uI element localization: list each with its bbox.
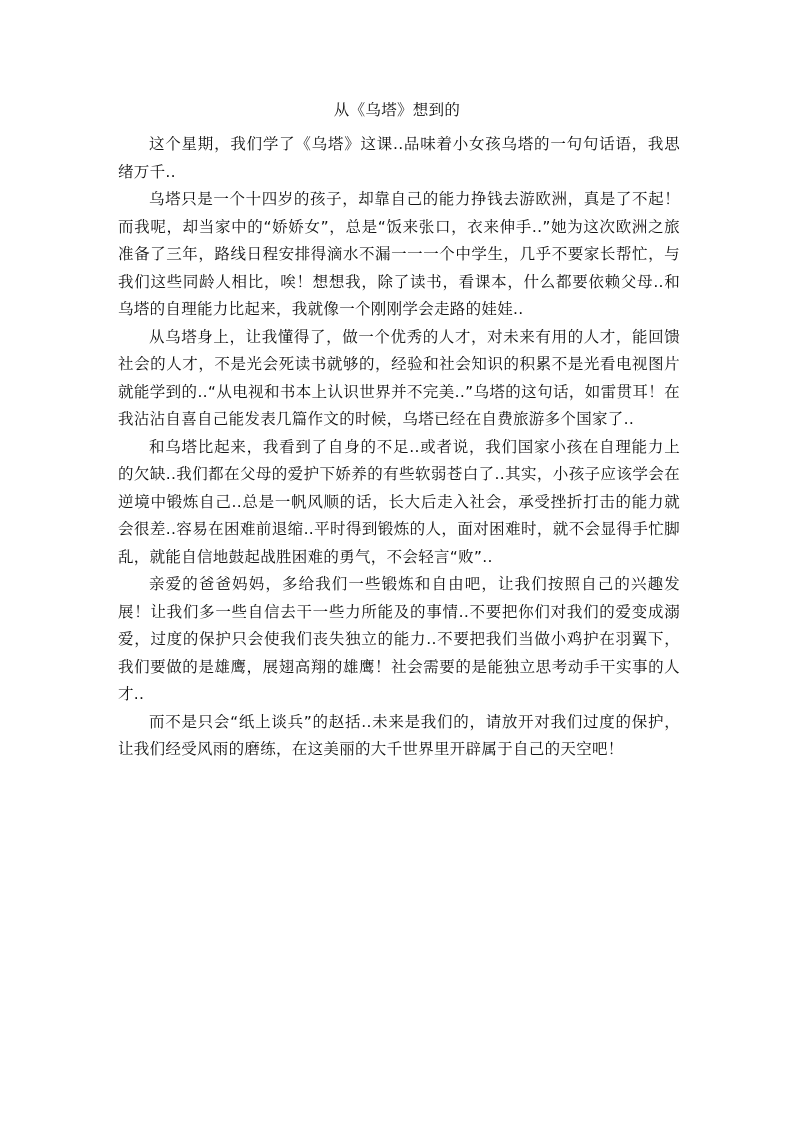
paragraph-5: 亲爱的爸爸妈妈，多给我们一些锻炼和自由吧，让我们按照自己的兴趣发展！让我们多一些自信去干一些力所能及的事情..不要把你们对我们的爱变成溺爱，过度的保护只会使我们丧失独立的能力..不要把我们当做小鸡护在羽翼下，我们要做的是雄鹰，展翅高翔的雄鹰！社会需要的是能独立思考动手干实事的人才..	[118, 575, 680, 703]
paragraph-4: 和乌塔比起来，我看到了自身的不足..或者说，我们国家小孩在自理能力上的欠缺..我们都在父母的爱护下娇养的有些软弱苍白了..其实，小孩子应该学会在逆境中锻炼自己..总是一帆风顺的话，长大后走入社会，承受挫折打击的能力就会很差..容易在困难前退缩..平时得到锻炼的人，面对困难时，就不会显得手忙脚乱，就能自信地鼓起战胜困难的勇气，不会轻言“败”..	[118, 437, 680, 566]
document-body	[118, 131, 680, 764]
paragraph-3: 从乌塔身上，让我懂得了，做一个优秀的人才，对未来有用的人才，能回馈社会的人才，不是光会死读书就够的，经验和社会知识的积累不是光看电视图片就能学到的..“从电视和书本上认识世界并不完美..”乌塔的这句话，如雷贯耳！在我沾沾自喜自己能发表几篇作文的时候，乌塔已经在自费旅游多个国家了..	[118, 327, 680, 428]
paragraph-2: 乌塔只是一个十四岁的孩子，却靠自己的能力挣钱去游欧洲，真是了不起！而我呢，却当家中的“娇娇女”，总是“饭来张口，衣来伸手..”她为这次欧洲之旅准备了三年，路线日程安排得滴水不漏一一一个中学生，几乎不要家长帮忙，与我们这些同龄人相比，唉！想想我，除了读书，看课本，什么都要依赖父母..和乌塔的自理能力比起来，我就像一个刚刚学会走路的娃娃..	[118, 190, 680, 318]
paragraph-6: 而不是只会“纸上谈兵”的赵括..未来是我们的，请放开对我们过度的保护，让我们经受风雨的磨练，在这美丽的大千世界里开辟属于自己的天空吧！	[118, 712, 680, 758]
document-title: 从《乌塔》想到的	[333, 101, 461, 119]
paragraph-1: 这个星期，我们学了《乌塔》这课..品味着小女孩乌塔的一句句话语，我思绪万千..	[118, 135, 680, 181]
